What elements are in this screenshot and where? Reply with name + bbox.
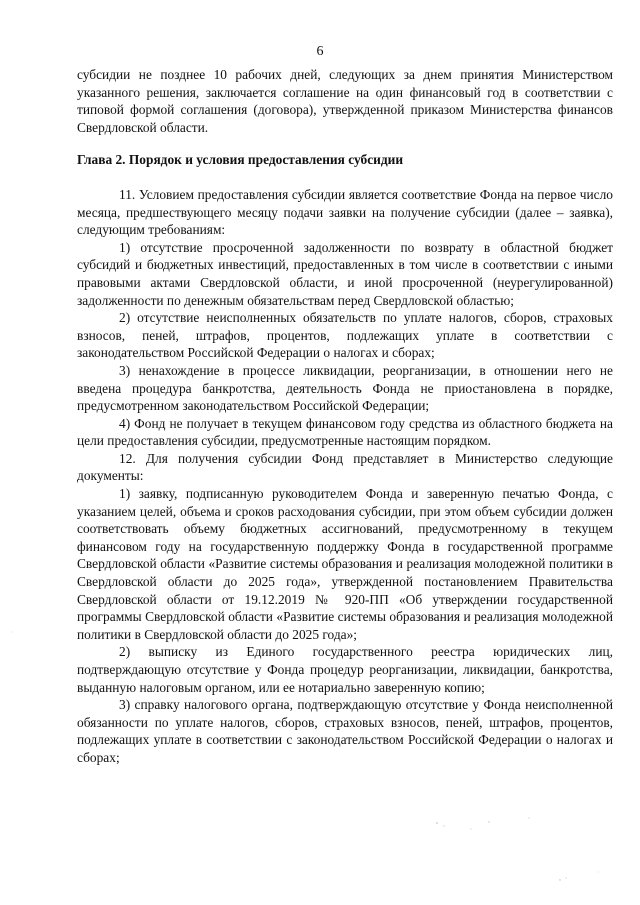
- page-number: 6: [316, 44, 324, 59]
- continuation-paragraph: субсидии не позднее 10 рабочих дней, следующих за днем принятия Министерством указанного решения, заключается соглашение на один финансовый год в соответствии с типовой формой соглашения (договора), утвержденной приказом Министерства финансов Свердловской области.: [77, 67, 613, 135]
- paragraph-11-item-3: 3) ненахождение в процессе ликвидации, реорганизации, в отношении него не введена процедура банкротства, деятельность Фонда не приостановлена в порядке, предусмотренном законодательством Российской Федерации;: [77, 362, 613, 414]
- paragraph-11-item-2: 2) отсутствие неисполненных обязательств по уплате налогов, сборов, страховых взносов, пеней, штрафов, процентов, подлежащих уплате в соответствии с законодательством Российской Федерации о налогах и сборах;: [77, 310, 613, 361]
- paragraph-12-item-3: 3) справку налогового органа, подтверждающую отсутствие у Фонда неисполненной обязанности по уплате налогов, сборов, страховых взносов, пеней, штрафов, процентов, подлежащих уплате в соответствии с законодательством Российской Федерации о налогах и сборах;: [77, 697, 613, 765]
- paragraph-11-item-1: 1) отсутствие просроченной задолженности по возврату в областной бюджет субсидий и бюджетных инвестиций, предоставленных в том числе в соответствии с иными правовыми актами Свердловской области, и иной просроченной (неурегулированной) задолженности по денежным обязательствам перед Свердловской областью;: [77, 239, 613, 308]
- paragraph-12-item-2: 2) выписку из Единого государственного реестра юридических лиц, подтверждающую отсутствие у Фонда процедур реорганизации, ликвидации, банкротства, выданную налоговым органом, или ее нотариально заверенную копию;: [77, 644, 613, 695]
- paragraph-12-item-1: 1) заявку, подписанную руководителем Фонда и заверенную печатью Фонда, с указанием целей, объема и сроков расходования субсидии, при этом объем субсидии должен соответствовать объему бюджетных ассигнований, предусмотренному в текущем финансовом году на государственную поддержку Фонда в государственной программе Свердловской области «Развитие системы образования и реализация молодежной политики в Свердловской области до 2025 года», утвержденной постановлением Правительства Свердловской области от 19.12.2019 № 920-ПП «Об утверждении государственной программы Свердловской области «Развитие системы образования и реализация молодежной политики в Свердловской области до 2025 года»;: [77, 486, 613, 642]
- document-body: [77, 66, 613, 767]
- paragraph-11-item-4: 4) Фонд не получает в текущем финансовом году средства из областного бюджета на цели предоставления субсидии, предусмотренные настоящим порядком.: [77, 415, 613, 449]
- paragraph-12: 12. Для получения субсидии Фонд представляет в Министерство следующие документы:: [77, 450, 613, 484]
- paragraph-11: 11. Условием предоставления субсидии является соответствие Фонда на первое число месяца, предшествующего месяцу подачи заявки на получение субсидии (далее – заявка), следующим требованиям:: [77, 186, 613, 238]
- chapter-title: Глава 2. Порядок и условия предоставления субсидии: [77, 152, 404, 168]
